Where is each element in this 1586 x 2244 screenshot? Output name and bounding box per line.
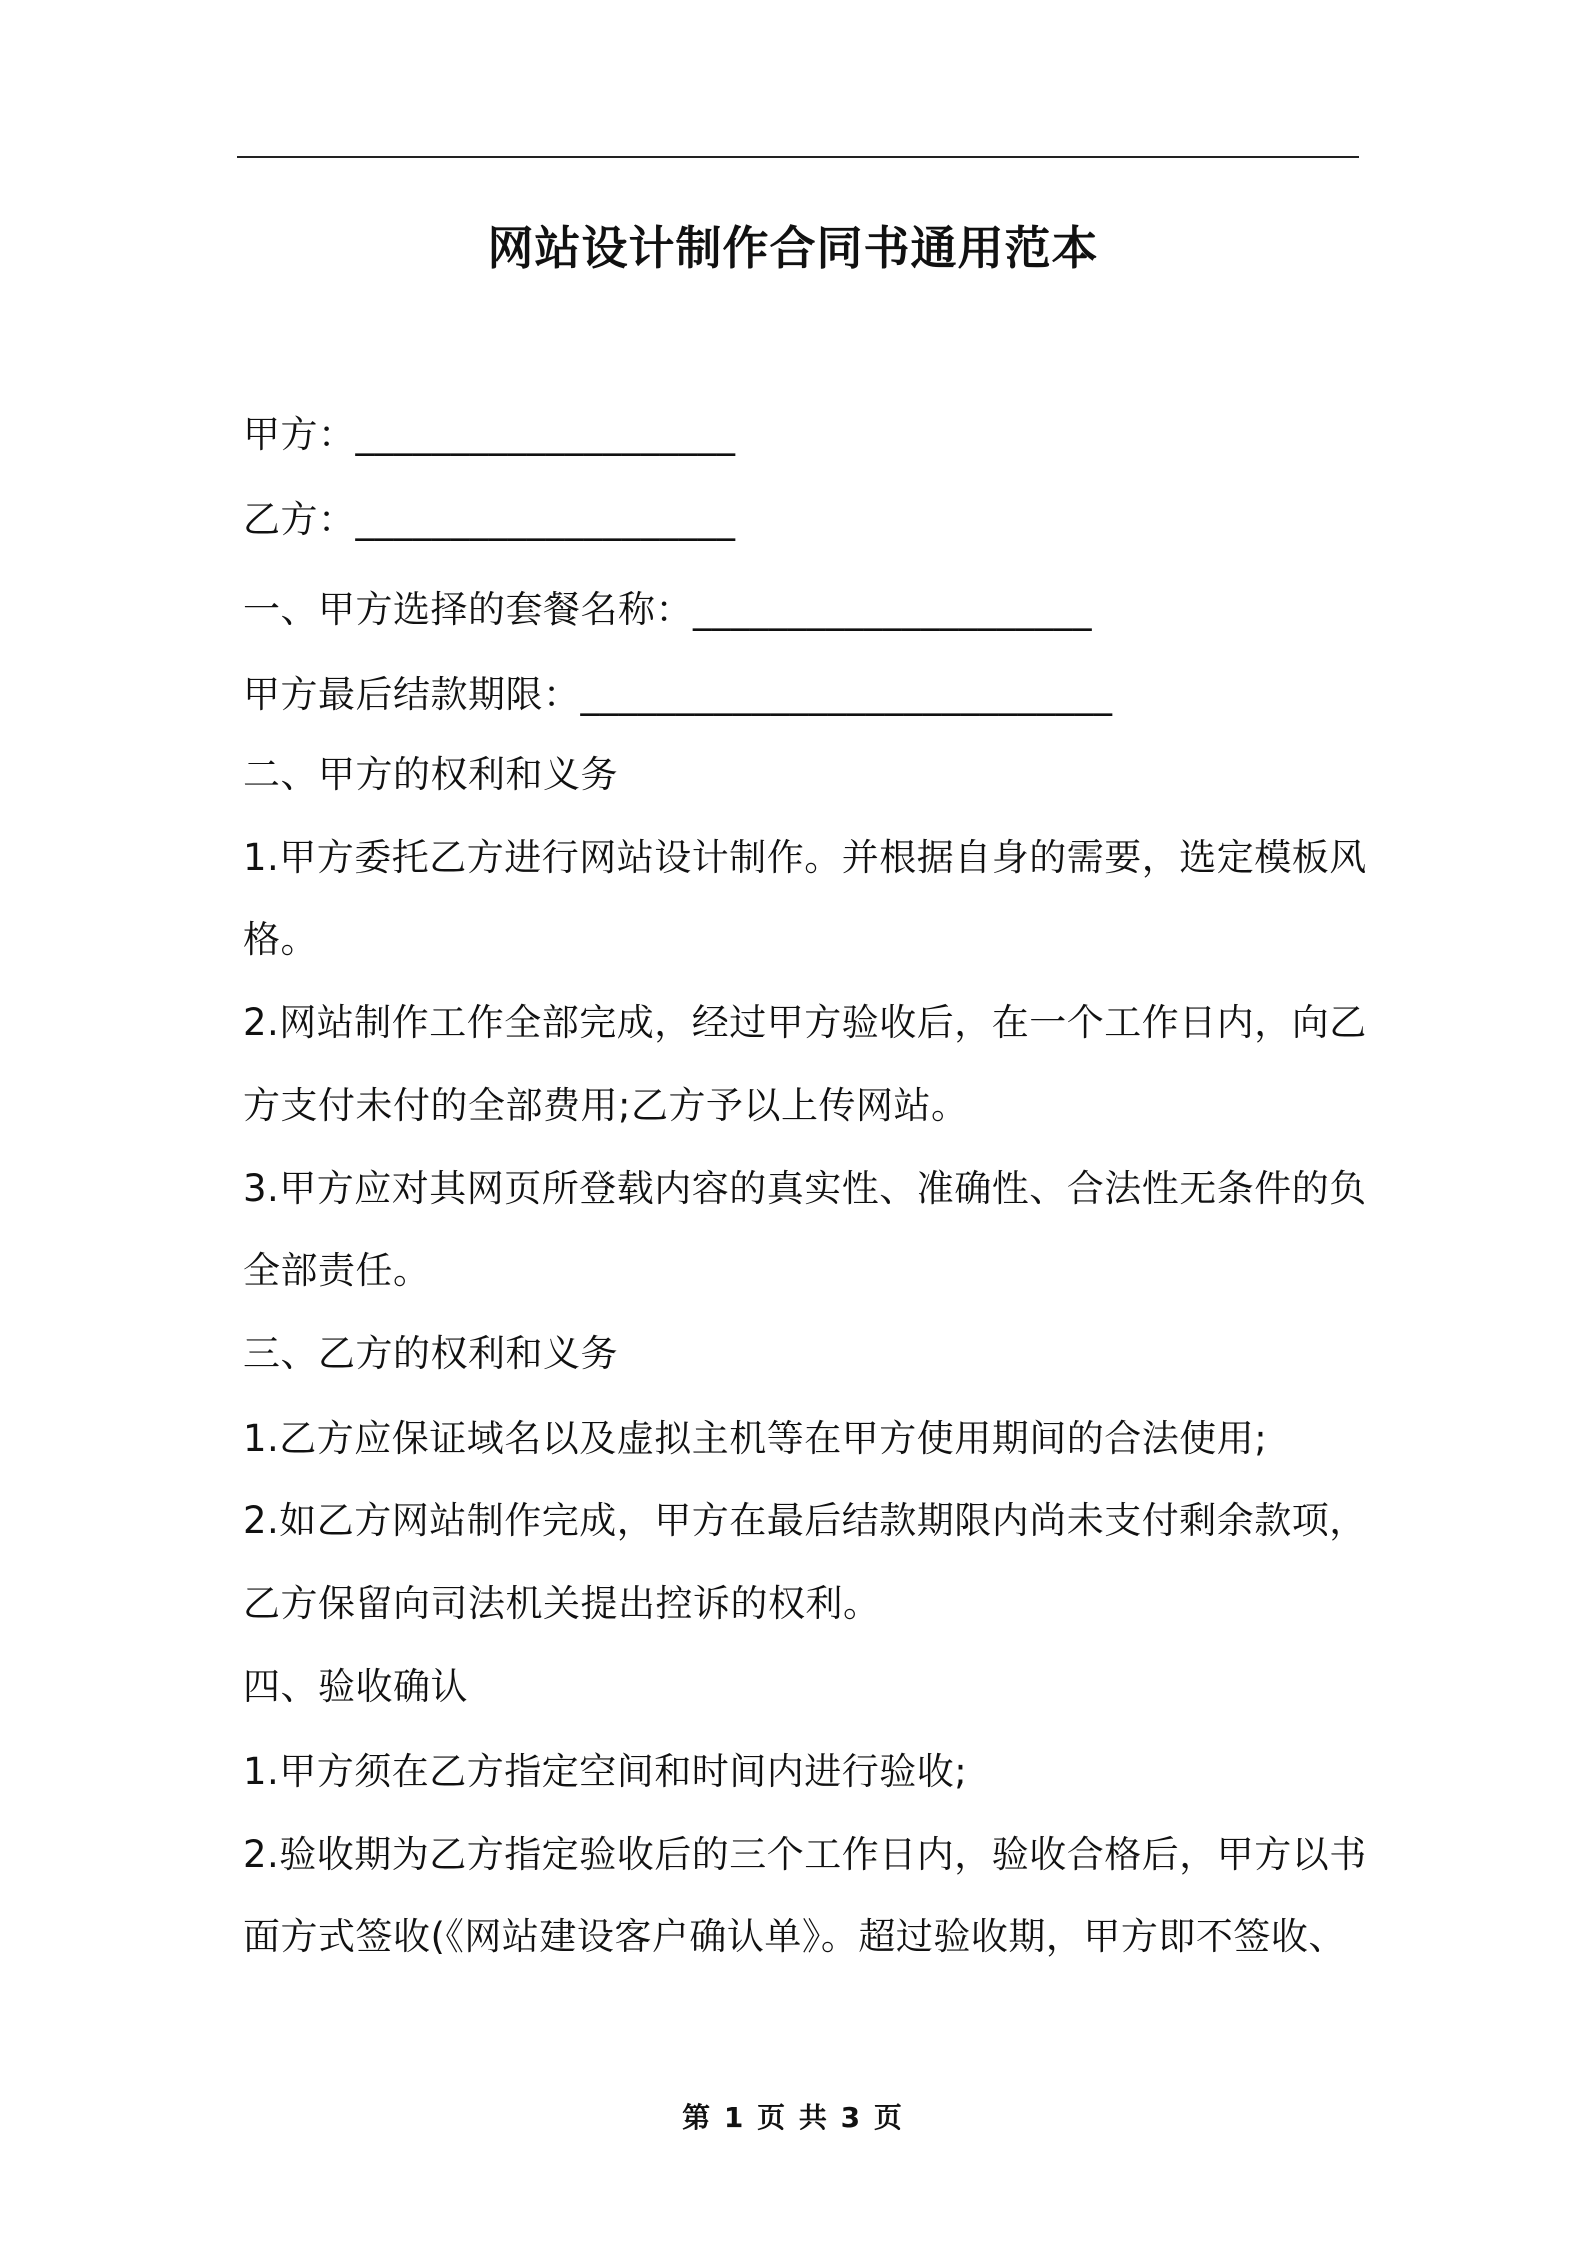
paragraph-line: 2.如乙方网站制作完成，甲方在最后结款期限内尚未支付剩余款项， xyxy=(243,1499,1367,1542)
party-b-line: 乙方：____________________ xyxy=(243,498,736,541)
paragraph-line: 乙方保留向司法机关提出控诉的权利。 xyxy=(243,1582,881,1625)
document-title: 网站设计制作合同书通用范本 xyxy=(487,221,1099,275)
paragraph-line: 2.验收期为乙方指定验收后的三个工作日内，验收合格后，甲方以书 xyxy=(243,1833,1367,1876)
header-rule xyxy=(237,156,1359,158)
paragraph-line: 2.网站制作工作全部完成，经过甲方验收后，在一个工作日内，向乙 xyxy=(243,1001,1367,1044)
section-heading-3: 三、乙方的权利和义务 xyxy=(243,1332,618,1375)
payment-deadline-line: 甲方最后结款期限：____________________________ xyxy=(243,673,1113,716)
party-a-line: 甲方：____________________ xyxy=(243,413,736,456)
package-name-line: 一、甲方选择的套餐名称：_____________________ xyxy=(243,588,1092,631)
paragraph-line: 全部责任。 xyxy=(243,1249,431,1292)
paragraph-line: 格。 xyxy=(243,918,318,961)
section-heading-2: 二、甲方的权利和义务 xyxy=(243,753,618,796)
paragraph-line: 1.甲方委托乙方进行网站设计制作。并根据自身的需要，选定模板风 xyxy=(243,836,1367,879)
paragraph-line: 1.乙方应保证域名以及虚拟主机等在甲方使用期间的合法使用; xyxy=(243,1417,1268,1460)
paragraph-line: 3.甲方应对其网页所登载内容的真实性、准确性、合法性无条件的负 xyxy=(243,1167,1367,1210)
paragraph-line: 方支付未付的全部费用;乙方予以上传网站。 xyxy=(243,1084,969,1127)
page-number: 第 1 页 共 3 页 xyxy=(682,2101,904,2134)
section-heading-4: 四、验收确认 xyxy=(243,1665,468,1708)
paragraph-line: 1.甲方须在乙方指定空间和时间内进行验收; xyxy=(243,1750,968,1793)
paragraph-line: 面方式签收(《网站建设客户确认单》。超过验收期，甲方即不签收、 xyxy=(243,1915,1346,1958)
